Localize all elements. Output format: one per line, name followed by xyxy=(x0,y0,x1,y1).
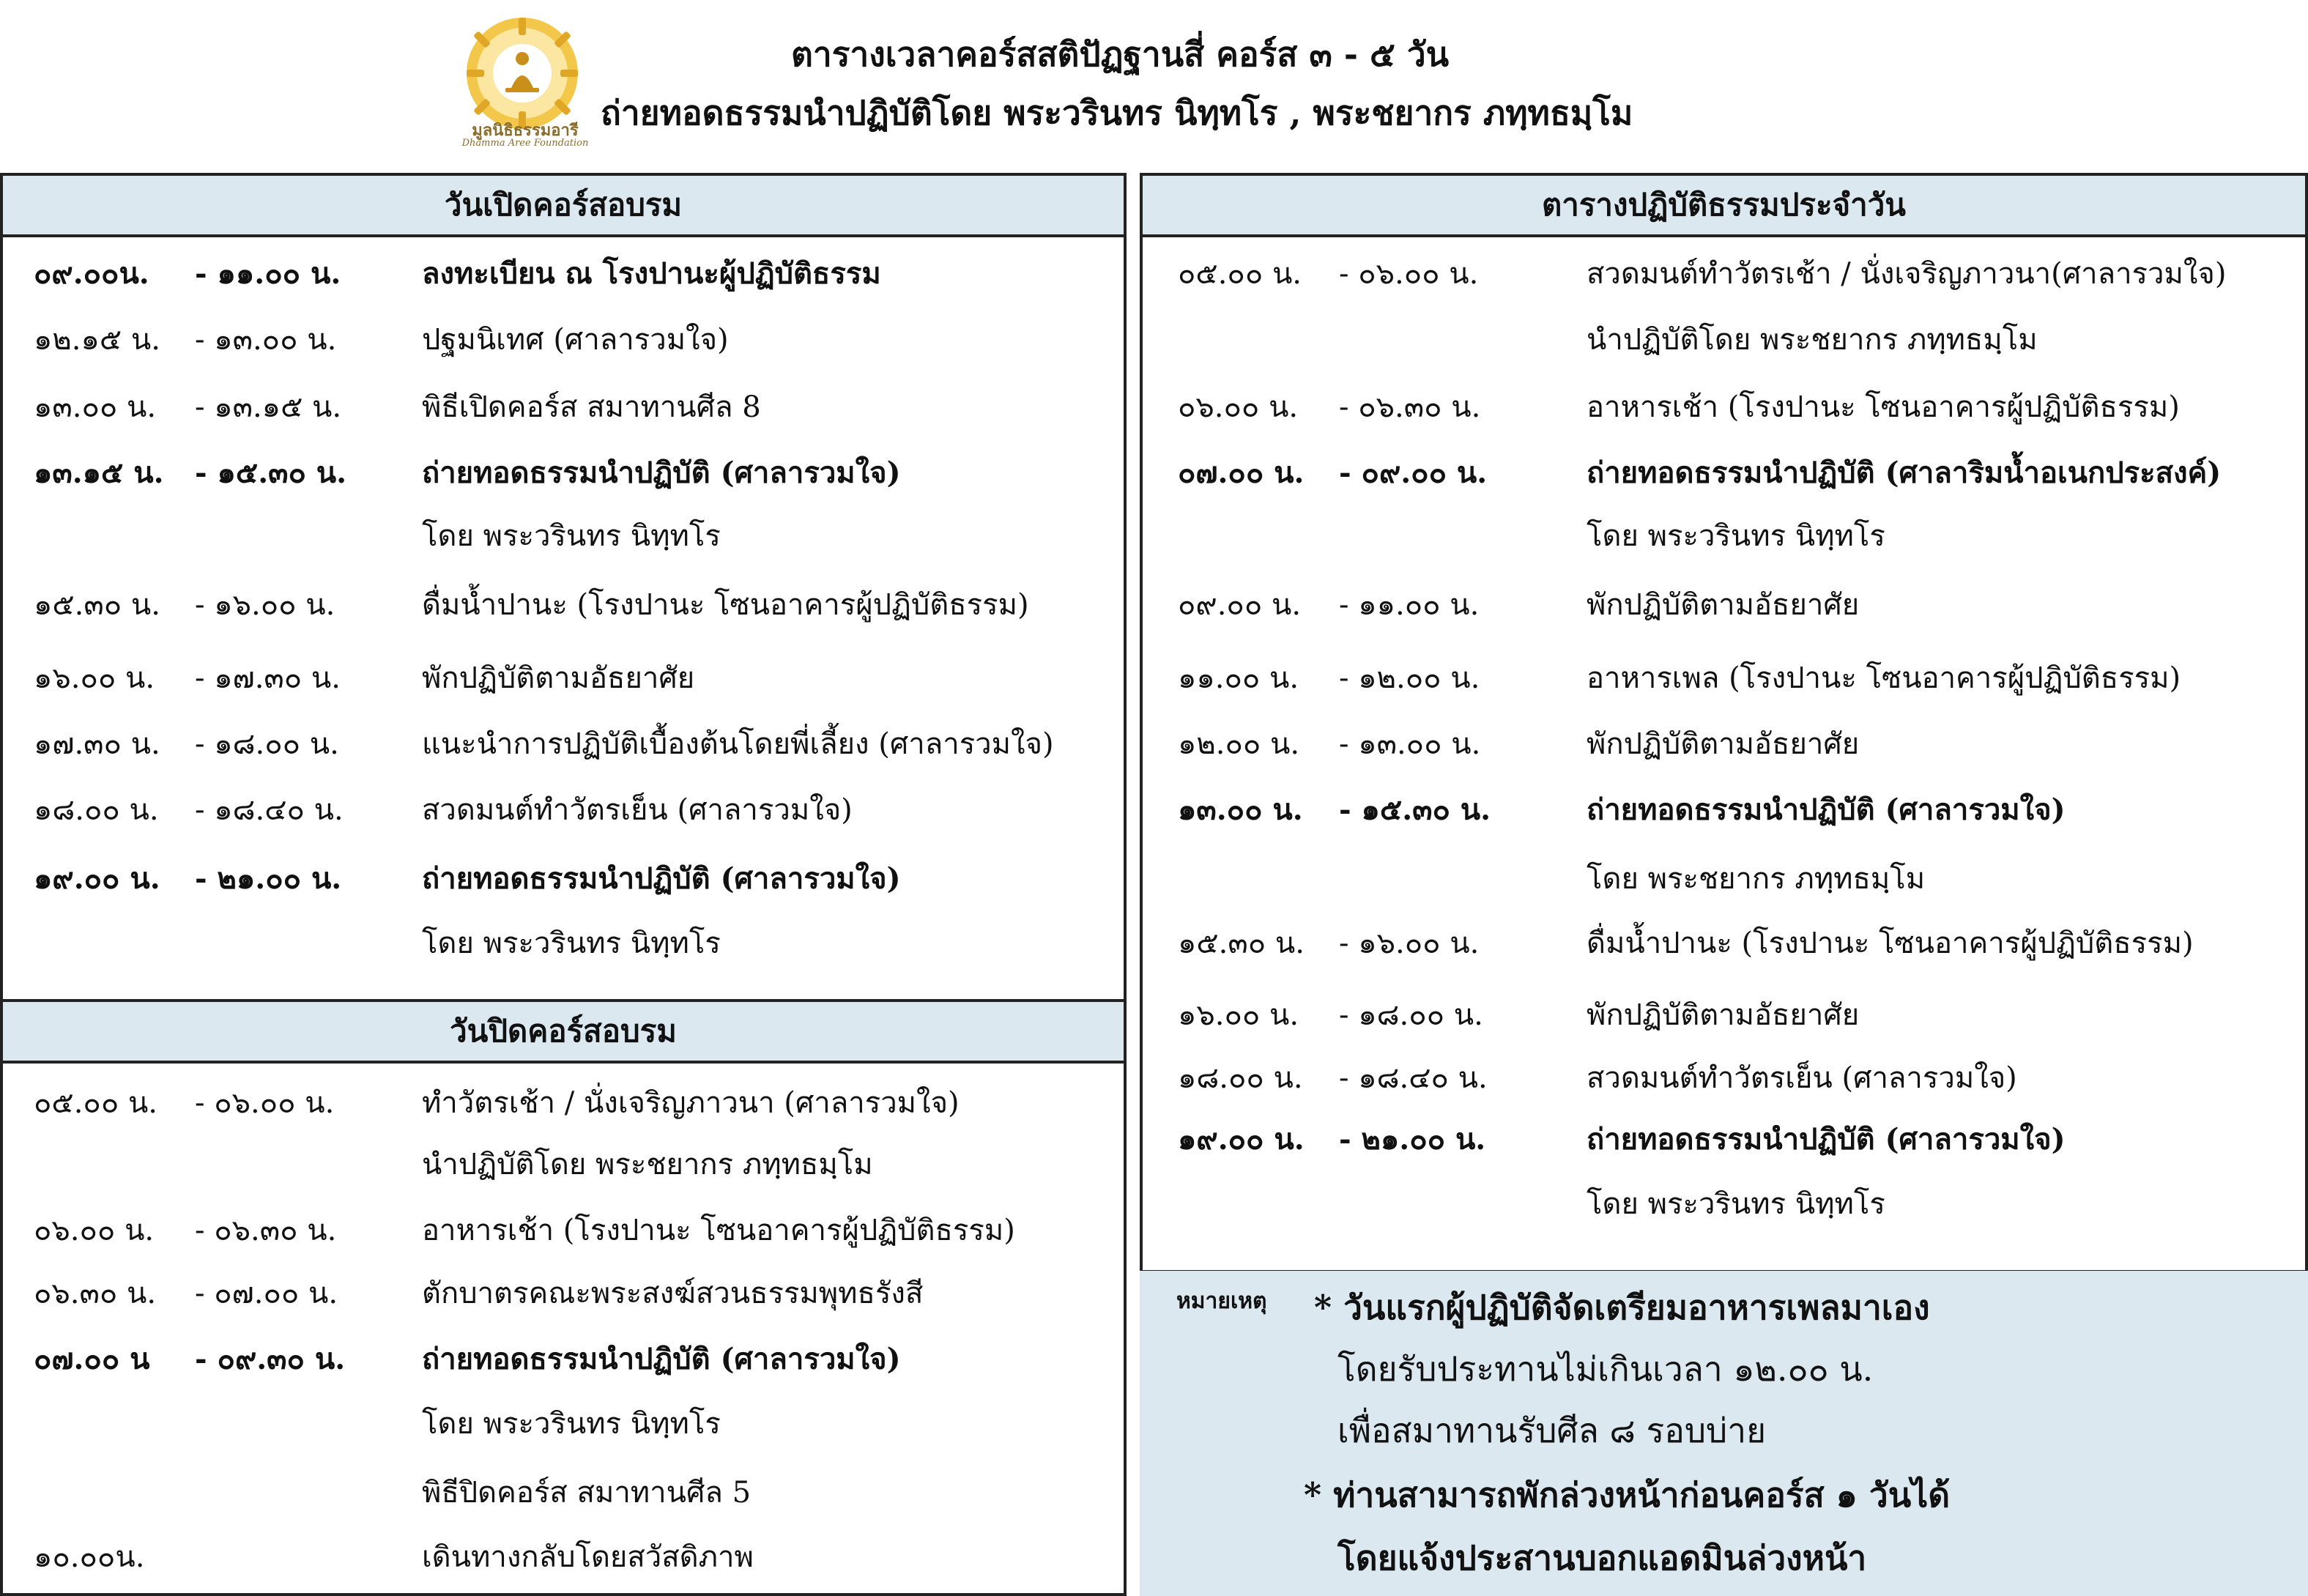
daily-heading: ตารางปฏิบัติธรรมประจำวัน xyxy=(1143,176,2305,237)
activity-text: สวดมนต์ทำวัตรเย็น (ศาลารวมใจ) xyxy=(1587,1061,2017,1095)
schedule-row xyxy=(1143,378,2305,437)
start-time: ๑๒.๑๕ น. xyxy=(34,323,160,357)
end-time: - ๑๓.๐๐ น. xyxy=(1339,727,1481,761)
activity-text: ถ่ายทอดธรรมนำปฏิบัติ (ศาลารวมใจ) xyxy=(422,861,901,896)
start-time: ๑๖.๐๐ น. xyxy=(1178,998,1299,1032)
schedule-row xyxy=(1143,715,2305,773)
activity-text: สวดมนต์ทำวัตรเย็น (ศาลารวมใจ) xyxy=(422,793,853,827)
schedule-row xyxy=(3,1264,1124,1323)
schedule-row xyxy=(3,1330,1124,1389)
start-time: ๐๕.๐๐ น. xyxy=(1178,257,1302,291)
end-time: - ๐๗.๐๐ น. xyxy=(195,1277,338,1310)
end-time: - ๑๒.๐๐ น. xyxy=(1339,661,1480,695)
activity-text: ถ่ายทอดธรรมนำปฏิบัติ (ศาลารวมใจ) xyxy=(422,1342,901,1376)
end-time: - ๑๘.๐๐ น. xyxy=(1339,998,1483,1032)
start-time: ๑๘.๐๐ น. xyxy=(1178,1061,1303,1095)
activity-text: อาหารเพล (โรงปานะ โซนอาคารผู้ปฏิบัติธรรม) xyxy=(1587,661,2181,695)
logo-subtext: Dhamma Aree Foundation xyxy=(461,138,589,149)
schedule-row xyxy=(3,1395,1124,1453)
start-time: ๐๗.๐๐ น xyxy=(34,1342,150,1376)
schedule-row xyxy=(3,1074,1124,1132)
end-time: - ๑๕.๓๐ น. xyxy=(1339,793,1491,827)
activity-text: อาหารเช้า (โรงปานะ โซนอาคารผู้ปฏิบัติธรรม) xyxy=(422,1214,1015,1247)
schedule-row xyxy=(3,715,1124,773)
schedule-row xyxy=(3,311,1124,369)
start-time: ๑๓.๑๕ น. xyxy=(34,456,164,490)
start-time: ๑๓.๐๐ น. xyxy=(34,390,157,424)
activity-text: พักปฏิบัติตามอัธยาศัย xyxy=(1587,998,1860,1032)
remarks-box xyxy=(1140,1271,2308,1596)
open-day-schedule xyxy=(0,173,1127,1002)
daily-schedule xyxy=(1140,173,2308,1273)
activity-text: แนะนำการปฏิบัติเบื้องต้นโดยพี่เลี้ยง (ศาลารวมใจ) xyxy=(422,727,1054,761)
schedule-row xyxy=(1143,1110,2305,1169)
activity-text: โดย พระวรินทร นิทฺทโร xyxy=(422,927,721,960)
activity-text: ถ่ายทอดธรรมนำปฏิบัติ (ศาลารวมใจ) xyxy=(1587,1122,2066,1157)
schedule-row xyxy=(3,649,1124,708)
end-time: - ๐๙.๓๐ น. xyxy=(195,1342,346,1376)
activity-text: ตักบาตรคณะพระสงฆ์สวนธรรมพุทธรังสี xyxy=(422,1277,924,1310)
remarks-label: หมายเหตุ xyxy=(1176,1288,1267,1314)
schedule-row xyxy=(3,850,1124,908)
start-time: ๑๖.๐๐ น. xyxy=(34,661,155,695)
activity-text: พักปฏิบัติตามอัธยาศัย xyxy=(1587,727,1860,761)
close-day-heading: วันปิดคอร์สอบรม xyxy=(3,1002,1124,1064)
activity-text: โดย พระชยากร ภทฺทธมฺโม xyxy=(1587,862,1926,896)
start-time: ๐๕.๐๐ น. xyxy=(34,1086,158,1120)
logo-text: มูลนิธิธรรมอารี xyxy=(472,121,579,140)
start-time: ๑๐.๐๐น. xyxy=(34,1540,145,1574)
start-time: ๐๖.๓๐ น. xyxy=(34,1277,157,1310)
start-time: ๑๑.๐๐ น. xyxy=(1178,661,1299,695)
end-time: - ๒๑.๐๐ น. xyxy=(195,861,342,896)
activity-text: พิธีปิดคอร์ส สมาทานศีล 5 xyxy=(422,1476,752,1510)
end-time: - ๑๘.๐๐ น. xyxy=(195,727,339,761)
start-time: ๑๙.๐๐ น. xyxy=(1178,1122,1305,1157)
start-time: ๑๓.๐๐ น. xyxy=(1178,793,1303,827)
activity-text: พิธีเปิดคอร์ส สมาทานศีล 8 xyxy=(422,390,761,424)
end-time: - ๑๕.๓๐ น. xyxy=(195,456,347,490)
header xyxy=(0,0,2308,161)
remark-line-3: เพื่อสมาทานรับศีล ๘ รอบบ่าย xyxy=(1337,1411,1767,1450)
schedule-row xyxy=(3,1135,1124,1194)
schedule-row xyxy=(1143,850,2305,908)
start-time: ๐๖.๐๐ น. xyxy=(1178,390,1299,424)
end-time: - ๐๖.๐๐ น. xyxy=(195,1086,335,1120)
schedule-row xyxy=(1143,444,2305,502)
activity-text: ถ่ายทอดธรรมนำปฏิบัติ (ศาลารวมใจ) xyxy=(422,456,901,490)
end-time: - ๑๘.๔๐ น. xyxy=(1339,1061,1488,1095)
activity-text: อาหารเช้า (โรงปานะ โซนอาคารผู้ปฏิบัติธรรม) xyxy=(1587,390,2180,424)
end-time: - ๐๙.๐๐ น. xyxy=(1339,456,1488,490)
schedule-row xyxy=(3,245,1124,303)
schedule-row xyxy=(3,444,1124,502)
activity-text: โดย พระวรินทร นิทฺทโร xyxy=(1587,1187,1885,1221)
end-time: - ๐๖.๓๐ น. xyxy=(195,1214,337,1247)
activity-text: ถ่ายทอดธรรมนำปฏิบัติ (ศาลาริมน้ำอเนกประสงค์) xyxy=(1587,456,2222,490)
open-day-heading: วันเปิดคอร์สอบรม xyxy=(3,176,1124,237)
end-time: - ๑๖.๐๐ น. xyxy=(1339,927,1480,960)
remark-line-2: โดยรับประทานไม่เกินเวลา ๑๒.๐๐ น. xyxy=(1337,1349,1874,1389)
schedule-row xyxy=(3,1528,1124,1586)
activity-text: ดื่มน้ำปานะ (โรงปานะ โซนอาคารผู้ปฏิบัติธรรม) xyxy=(1587,927,2194,960)
schedule-row xyxy=(3,1463,1124,1522)
schedule-row xyxy=(1143,1049,2305,1107)
start-time: ๑๙.๐๐ น. xyxy=(34,861,160,896)
schedule-row xyxy=(1143,914,2305,973)
activity-text: เดินทางกลับโดยสวัสดิภาพ xyxy=(422,1540,754,1574)
schedule-row xyxy=(1143,649,2305,708)
start-time: ๐๖.๐๐ น. xyxy=(34,1214,155,1247)
activity-text: ดื่มน้ำปานะ (โรงปานะ โซนอาคารผู้ปฏิบัติธรรม) xyxy=(422,588,1029,622)
schedule-row xyxy=(1143,1175,2305,1233)
schedule-row xyxy=(1143,986,2305,1044)
page-subtitle: ถ่ายทอดธรรมนำปฏิบัติโดย พระวรินทร นิทฺทโร , พระชยากร ภทฺทธมฺโม xyxy=(601,93,1633,133)
end-time: - ๑๖.๐๐ น. xyxy=(195,588,335,622)
schedule-row xyxy=(3,576,1124,634)
activity-text: ถ่ายทอดธรรมนำปฏิบัติ (ศาลารวมใจ) xyxy=(1587,793,2066,827)
end-time: - ๑๓.๐๐ น. xyxy=(195,323,337,357)
start-time: ๑๗.๓๐ น. xyxy=(34,727,160,761)
schedule-row xyxy=(3,507,1124,565)
activity-text: นำปฏิบัติโดย พระชยากร ภทฺทธมฺโม xyxy=(422,1148,873,1181)
page-title: ตารางเวลาคอร์สสติปัฏฐานสี่ คอร์ส ๓ - ๕ วัน xyxy=(791,34,1450,74)
activity-text: โดย พระวรินทร นิทฺทโร xyxy=(1587,519,1885,553)
end-time: - ๐๖.๓๐ น. xyxy=(1339,390,1481,424)
activity-text: ทำวัตรเช้า / นั่งเจริญภาวนา (ศาลารวมใจ) xyxy=(422,1086,960,1120)
end-time: - ๑๗.๓๐ น. xyxy=(195,661,341,695)
activity-text: ลงทะเบียน ณ โรงปานะผู้ปฏิบัติธรรม xyxy=(422,256,881,291)
end-time: - ๑๑.๐๐ น. xyxy=(195,256,341,291)
end-time: - ๒๑.๐๐ น. xyxy=(1339,1122,1486,1157)
activity-text: นำปฏิบัติโดย พระชยากร ภทฺทธมฺโม xyxy=(1587,323,2038,357)
activity-text: ปฐมนิเทศ (ศาลารวมใจ) xyxy=(422,323,729,357)
start-time: ๑๒.๐๐ น. xyxy=(1178,727,1300,761)
activity-text: พักปฏิบัติตามอัธยาศัย xyxy=(1587,588,1860,622)
start-time: ๑๕.๓๐ น. xyxy=(1178,927,1305,960)
start-time: ๐๙.๐๐ น. xyxy=(1178,588,1302,622)
schedule-row xyxy=(1143,507,2305,565)
end-time: - ๑๘.๔๐ น. xyxy=(195,793,344,827)
start-time: ๑๘.๐๐ น. xyxy=(34,793,159,827)
remark-line-4: * ท่านสามารถพักล่วงหน้าก่อนคอร์ส ๑ วันได้ xyxy=(1304,1475,1951,1515)
start-time: ๐๗.๐๐ น. xyxy=(1178,456,1305,490)
schedule-row xyxy=(1143,781,2305,839)
end-time: - ๑๓.๑๕ น. xyxy=(195,390,342,424)
activity-text: สวดมนต์ทำวัตรเช้า / นั่งเจริญภาวนา(ศาลารวมใจ) xyxy=(1587,257,2227,291)
schedule-row xyxy=(1143,311,2305,369)
end-time: - ๐๖.๐๐ น. xyxy=(1339,257,1479,291)
start-time: ๐๙.๐๐น. xyxy=(34,256,149,291)
start-time: ๑๕.๓๐ น. xyxy=(34,588,160,622)
schedule-row xyxy=(1143,576,2305,634)
close-day-schedule xyxy=(0,999,1127,1596)
activity-text: โดย พระวรินทร นิทฺทโร xyxy=(422,1407,721,1441)
remark-line-1: * วันแรกผู้ปฏิบัติจัดเตรียมอาหารเพลมาเอง xyxy=(1314,1288,1930,1327)
end-time: - ๑๑.๐๐ น. xyxy=(1339,588,1480,622)
schedule-row xyxy=(3,1201,1124,1260)
schedule-row xyxy=(3,378,1124,437)
activity-text: โดย พระวรินทร นิทฺทโร xyxy=(422,519,721,553)
schedule-row xyxy=(3,781,1124,839)
schedule-row xyxy=(1143,245,2305,303)
activity-text: พักปฏิบัติตามอัธยาศัย xyxy=(422,661,695,695)
schedule-row xyxy=(3,914,1124,973)
remark-line-5: โดยแจ้งประสานบอกแอดมินล่วงหน้า xyxy=(1337,1538,1867,1578)
